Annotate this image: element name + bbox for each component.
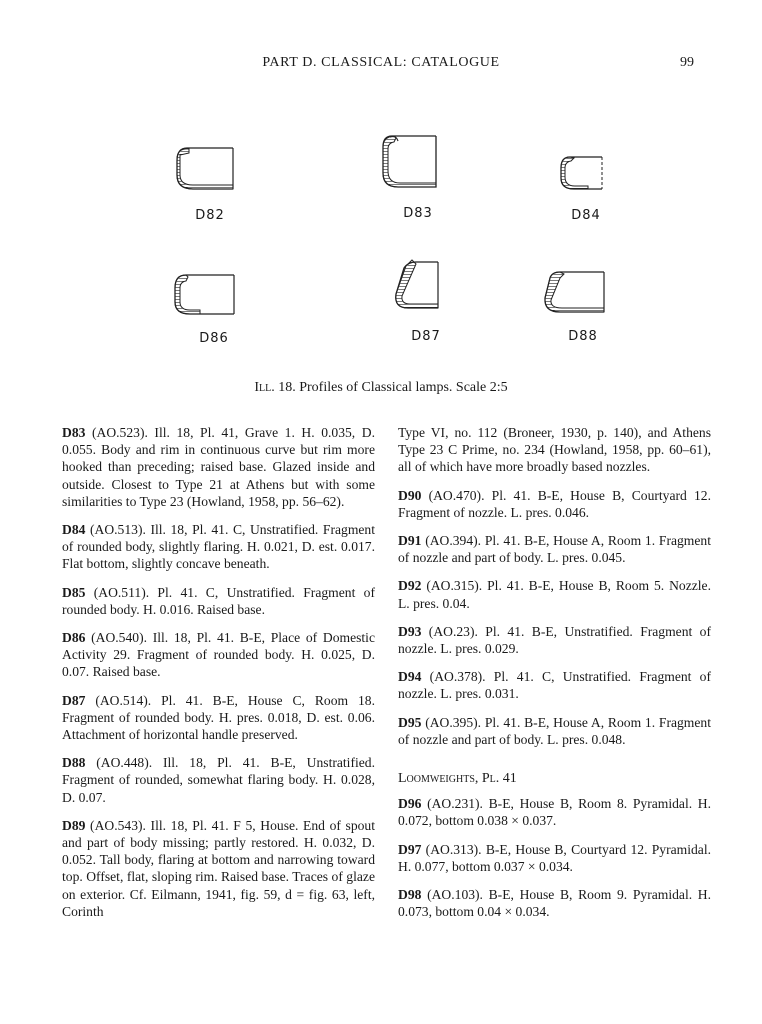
entry-text: (AO.313). B-E, House B, Courtyard 12. Pyramidal. H. 0.077, bottom 0.037 × 0.034. bbox=[398, 841, 711, 874]
profile-drawing-d86 bbox=[172, 272, 238, 324]
entry-text: (AO.511). Pl. 41. C, Unstratified. Fragment of rounded body. H. 0.016. Raised base. bbox=[62, 584, 375, 617]
entry-text: (AO.448). Ill. 18, Pl. 41. B-E, Unstratified. Fragment of rounded, somewhat flaring body. H. 0.028, D. 0.07. bbox=[62, 755, 375, 805]
entry-id: D92 bbox=[398, 578, 422, 594]
catalogue-entry bbox=[398, 841, 711, 875]
entry-text: (AO.514). Pl. 41. B-E, House C, Room 18. Fragment of rounded body. H. pres. 0.018, D. est. 0.06. Attachment of horizontal handle preserved. bbox=[62, 692, 375, 743]
entry-id: D95 bbox=[398, 714, 422, 730]
catalogue-entry bbox=[398, 577, 711, 611]
figure-caption bbox=[0, 380, 762, 396]
entry-text: (AO.231). B-E, House B, Room 8. Pyramidal. H. 0.072, bottom 0.038 × 0.037. bbox=[398, 796, 711, 829]
catalogue-entry bbox=[62, 424, 375, 510]
profile-drawing-d84 bbox=[558, 152, 606, 196]
catalogue-entry bbox=[398, 886, 711, 920]
profile-drawing-d82 bbox=[175, 145, 237, 197]
entry-id: D98 bbox=[398, 887, 422, 903]
catalogue-entry bbox=[398, 487, 711, 521]
left-column bbox=[62, 424, 375, 931]
entry-text: (AO.315). Pl. 41. B-E, House B, Room 5. Nozzle. L. pres. 0.04. bbox=[398, 578, 711, 611]
profile-drawing-d83 bbox=[380, 133, 442, 195]
figure-label-d87: D87 bbox=[411, 329, 441, 344]
catalogue-entry bbox=[398, 623, 711, 657]
entry-id: D85 bbox=[62, 584, 86, 600]
entry-text: (AO.470). Pl. 41. B-E, House B, Courtyard 12. Fragment of nozzle. L. pres. 0.046. bbox=[398, 487, 711, 520]
figure-label-d86: D86 bbox=[199, 331, 229, 346]
catalogue-entry bbox=[398, 795, 711, 829]
entry-text: (AO.395). Pl. 41. B-E, House A, Room 1. Fragment of nozzle and part of body. L. pres. 0.048. bbox=[398, 714, 711, 747]
catalogue-entry bbox=[398, 532, 711, 566]
entry-id: D88 bbox=[62, 755, 86, 771]
entry-id: D97 bbox=[398, 841, 422, 857]
catalogue-entry bbox=[62, 629, 375, 681]
catalogue-entry bbox=[62, 817, 375, 920]
entry-id: D94 bbox=[398, 669, 422, 685]
catalogue-entry bbox=[62, 692, 375, 744]
entry-text: (AO.543). Ill. 18, Pl. 41. F 5, House. End of spout and part of body missing; partly restored. H. 0.032, D. 0.052. Tall body, flaring at bottom and narrowing toward top. Offset, flat, sloping rim. Raised base. Traces of glaze on exterior. Cf. Eilmann, 1941, fig. 59, d = fig. 63, left, Corinth bbox=[62, 817, 375, 919]
entry-text: (AO.523). Ill. 18, Pl. 41, Grave 1. H. 0.035, D. 0.055. Body and rim in continuous curve but rim more hooked than preceding; raised base. Glazed inside and outside. Closest to Type 21 at Athens but with some similarities to Type 23 (Howland, 1958, pp. 56–62). bbox=[62, 425, 375, 509]
catalogue-entry bbox=[62, 521, 375, 573]
entry-text: (AO.103). B-E, House B, Room 9. Pyramidal. H. 0.073, bottom 0.04 × 0.034. bbox=[398, 887, 711, 920]
profile-drawing-d87 bbox=[392, 256, 444, 318]
figure-label-d82: D82 bbox=[195, 208, 225, 223]
running-head: PART D. CLASSICAL: CATALOGUE bbox=[262, 55, 500, 70]
entry-id: D93 bbox=[398, 623, 422, 639]
entry-text: (AO.513). Ill. 18, Pl. 41. C, Unstratified. Fragment of rounded body, slightly flaring. H. 0.021, D. est. 0.017. Flat bottom, slightly concave beneath. bbox=[62, 522, 375, 572]
entry-text: (AO.394). Pl. 41. B-E, House A, Room 1. Fragment of nozzle and part of body. L. pres. 0.045. bbox=[398, 533, 711, 566]
catalogue-entry bbox=[398, 714, 711, 748]
entry-text: (AO.540). Ill. 18, Pl. 41. B-E, Place of Domestic Activity 29. Fragment of rounded body. H. 0.025, D. 0.07. Raised base. bbox=[62, 630, 375, 680]
right-column bbox=[398, 424, 711, 931]
entry-id: D83 bbox=[62, 425, 86, 440]
section-title-loomweights: Loomweights, Pl. 41 bbox=[398, 771, 517, 787]
entry-id: D91 bbox=[398, 533, 422, 549]
caption-text: Profiles of Classical lamps. Scale 2:5 bbox=[299, 380, 508, 395]
entry-id: D87 bbox=[62, 692, 86, 708]
catalogue-entry bbox=[62, 754, 375, 806]
figure-label-d84: D84 bbox=[571, 208, 601, 223]
catalogue-entry bbox=[62, 584, 375, 618]
entry-id: D96 bbox=[398, 796, 422, 812]
entry-text: (AO.378). Pl. 41. C, Unstratified. Fragment of nozzle. L. pres. 0.031. bbox=[398, 669, 711, 702]
entry-id: D89 bbox=[62, 817, 86, 833]
catalogue-entry bbox=[398, 668, 711, 702]
caption-ill: Ill. 18. bbox=[254, 380, 296, 395]
entry-continuation: Type VI, no. 112 (Broneer, 1930, p. 140), and Athens Type 23 C Prime, no. 234 (Howland, 1958, pp. 60–61), all of which have more broadly based nozzles. bbox=[398, 425, 711, 475]
figure-label-d83: D83 bbox=[403, 206, 433, 221]
entry-text: (AO.23). Pl. 41. B-E, Unstratified. Fragment of nozzle. L. pres. 0.029. bbox=[398, 623, 711, 657]
profile-drawing-d88 bbox=[542, 268, 608, 322]
entry-id: D86 bbox=[62, 630, 86, 646]
figure-label-d88: D88 bbox=[568, 329, 598, 344]
page-number: 99 bbox=[680, 55, 694, 70]
entry-id: D90 bbox=[398, 487, 422, 503]
entry-id: D84 bbox=[62, 522, 86, 538]
